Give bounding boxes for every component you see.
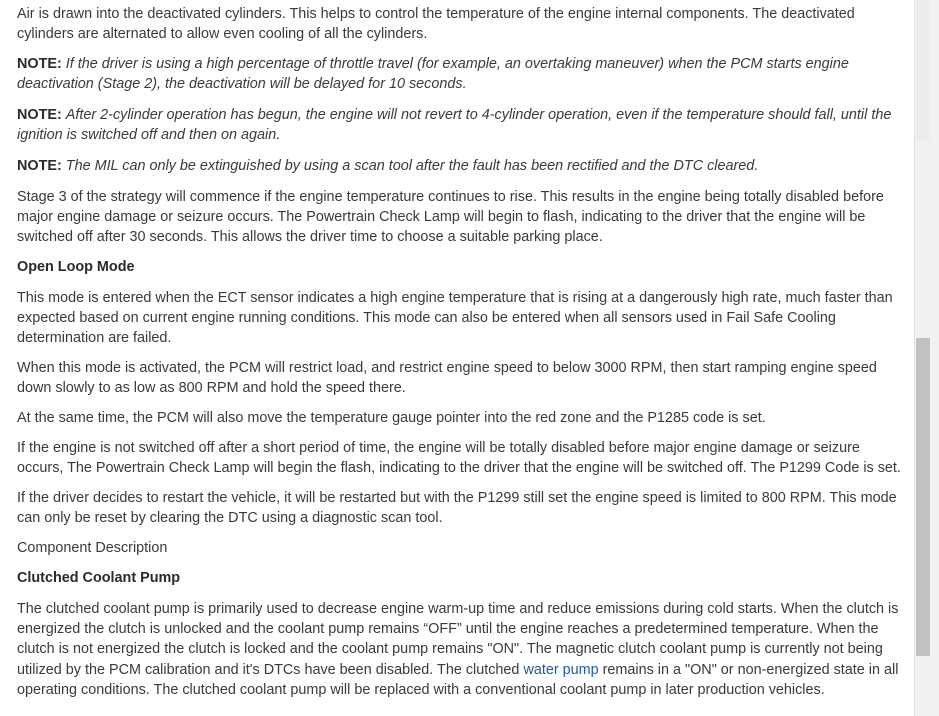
- paragraph-text: At the same time, the PCM will also move the temperature gauge pointer into the red zone and the P1285 code is set.: [17, 410, 766, 426]
- paragraph-open-loop-activated: [17, 358, 901, 398]
- paragraph-text: If the driver decides to restart the vehicle, it will be restarted but with the P1299 still set the engine speed is limited to 800 RPM. This mode can only be reset by clearing the DTC using a diagnostic scan tool.: [17, 490, 897, 527]
- paragraph-text: If the engine is not switched off after a short period of time, the engine will be totally disabled before major engine damage or seizure occurs, The Powertrain Check Lamp will begin the flash, indicating to the driver that the engine will be switched off. The P1299 Code is set.: [17, 440, 901, 477]
- paragraph-air-drawn: [17, 4, 901, 44]
- note-label: NOTE:: [17, 158, 62, 174]
- paragraph-open-loop-restart: [17, 488, 901, 528]
- paragraph-stage-3: [17, 187, 901, 248]
- paragraph-open-loop-entry: [17, 288, 901, 349]
- heading-clutched-coolant-pump: Clutched Coolant Pump: [17, 570, 181, 586]
- note-label: NOTE:: [17, 56, 62, 72]
- scrollbar-track[interactable]: [916, 0, 930, 140]
- note-text: The MIL can only be extinguished by using a scan tool after the fault has been rectified and the DTC cleared.: [65, 158, 759, 174]
- component-description-label: Component Description: [17, 540, 168, 556]
- scrollbar-thumb[interactable]: [916, 338, 930, 656]
- paragraph-text: When this mode is activated, the PCM will restrict load, and restrict engine speed to below 3000 RPM, then start ramping engine speed down slowly to as low as 800 RPM and hold the speed there.: [17, 360, 877, 397]
- paragraph-text: This mode is entered when the ECT sensor indicates a high engine temperature that is rising at a dangerously high rate, much faster than expected based on current engine running conditions. This mode can also be entered when all sensors used in Fail Safe Cooling determination are failed.: [17, 290, 893, 347]
- paragraph-open-loop-gauge: [17, 408, 901, 428]
- heading-open-loop-mode: Open Loop Mode: [17, 259, 135, 275]
- note-mil: [17, 156, 901, 176]
- document-body: [17, 0, 901, 716]
- paragraph-clutched-coolant-pump: [17, 599, 901, 700]
- note-2-cylinder: [17, 105, 901, 145]
- paragraph-text: remains in a "ON" or non-energized state in all operating conditions. The clutched coolant pump will be replaced with a conventional coolant pump in later production vehicles.: [17, 661, 899, 698]
- note-text: If the driver is using a high percentage of throttle travel (for example, an overtaking maneuver) when the PCM starts engine deactivation (Stage 2), the deactivation will be delayed for 10 seconds.: [17, 56, 849, 93]
- note-throttle: [17, 54, 901, 94]
- note-label: NOTE:: [17, 107, 62, 123]
- note-text: After 2-cylinder operation has begun, the engine will not revert to 4-cylinder operation, even if the temperature should fall, until the ignition is switched off and then on again.: [17, 107, 892, 144]
- paragraph-text: The clutched coolant pump is primarily used to decrease engine warm-up time and reduce emissions during cold starts. When the clutch is energized the clutch is unlocked and the coolant pump remains “OFF” until the engine reaches a predetermined temperature. When the clutch is not energized the clutch is locked and the coolant pump remains "ON". The magnetic clutch coolant pump is currently not being utilized by the PCM calibration and it's DTCs have been disabled. The clutched: [17, 601, 899, 678]
- paragraph-text: Air is drawn into the deactivated cylinders. This helps to control the temperature of the engine internal components. The deactivated cylinders are alternated to allow even cooling of all the cylinders.: [17, 6, 855, 43]
- water-pump-link[interactable]: water pump: [523, 661, 599, 678]
- paragraph-open-loop-disabled: [17, 438, 901, 478]
- paragraph-text: Stage 3 of the strategy will commence if the engine temperature continues to rise. This results in the engine being totally disabled before major engine damage or seizure occurs. The Powertrain Check Lamp will begin to flash, indicating to the driver that the engine will be switched off after 30 seconds. This allows the driver time to choose a suitable parking place.: [17, 189, 884, 246]
